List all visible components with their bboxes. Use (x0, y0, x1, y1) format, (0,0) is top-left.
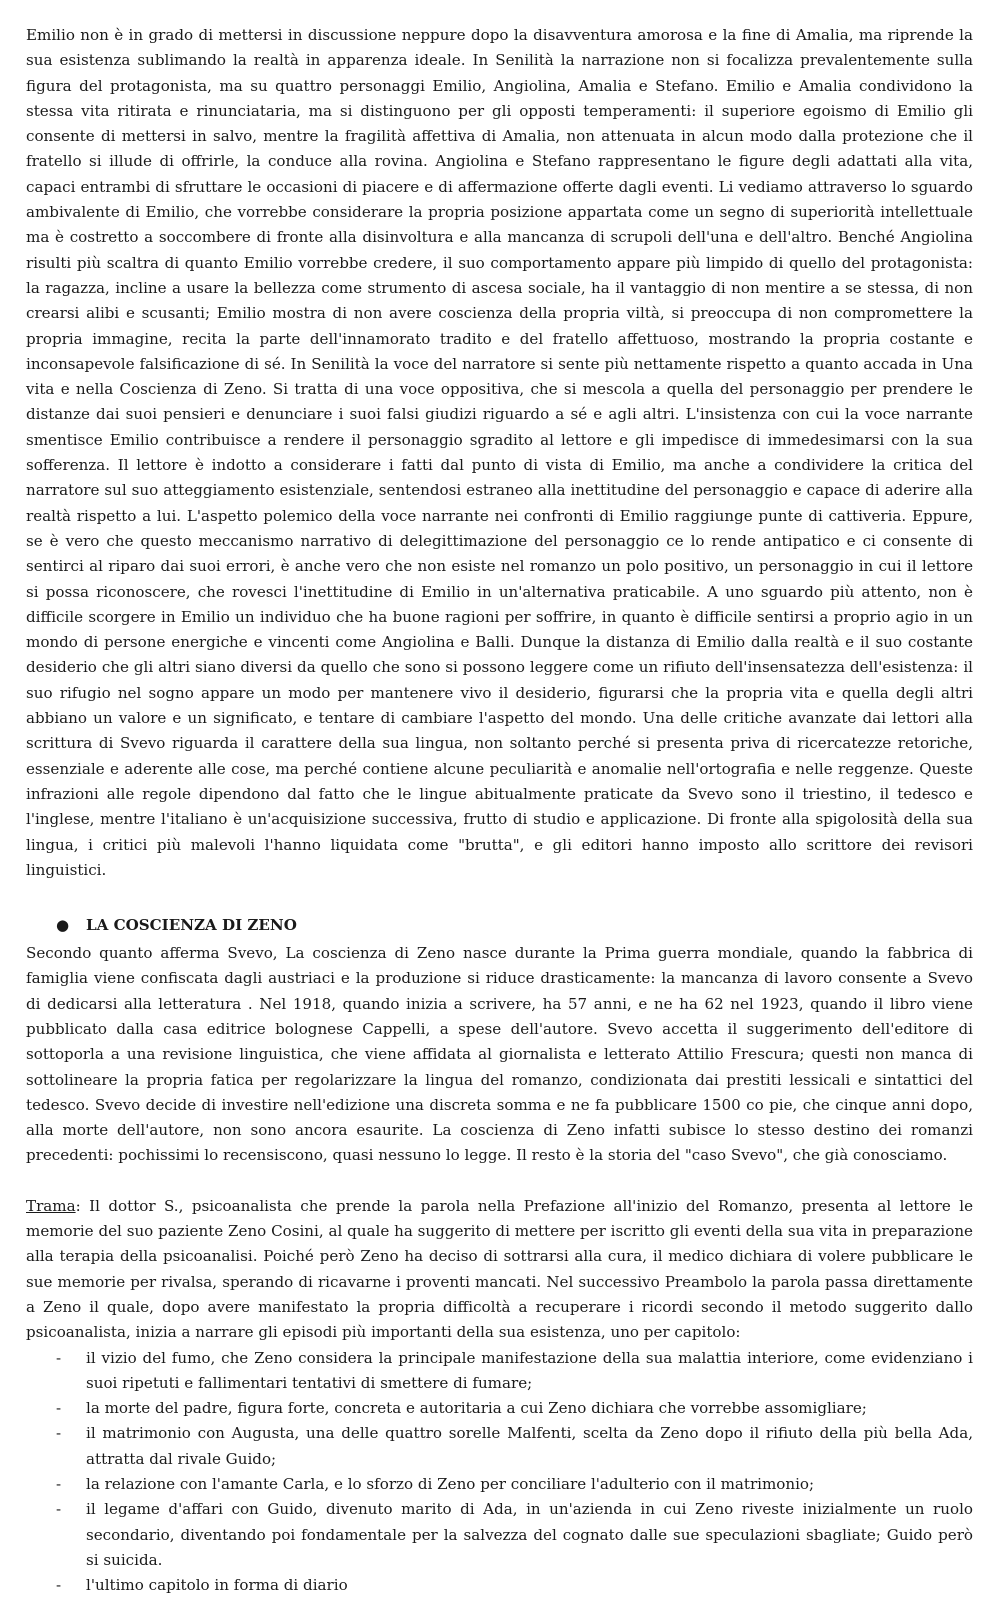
list-item (26, 1346, 973, 1397)
trama-separator: : (75, 1196, 81, 1215)
section-paragraph: Secondo quanto afferma Svevo, La coscienza di Zeno nasce durante la Prima guerra mondiale, quando la fabbrica di famiglia viene confiscata dagli austriaci e la produzione si riduce drasticamente: la mancanza di lavoro consente a Svevo di dedicarsi alla letteratura . Nel 1918, quando inizia a scrivere, ha 57 anni, e ne ha 62 nel 1923, quando il libro viene pubblicato dalla casa editrice bolognese Cappelli, a spese dell'autore. Svevo accetta il suggerimento dell'editore di sottoporla a una revisione linguistica, che viene affidata al giornalista e letterato Attilio Frescura; questi non manca di sottolineare la propria fatica per regolarizzare la lingua del romanzo, condizionata dai prestiti lessicali e sintattici del tedesco. Svevo decide di investire nell'edizione una discreta somma e ne fa pubblicare 1500 co pie, che cinque anni dopo, alla morte dell'autore, non sono ancora esaurite. La coscienza di Zeno infatti subisce lo stesso destino dei romanzi precedenti: pochissimi lo recensiscono, quasi nessuno lo legge. Il resto è la storia del "caso Svevo", che già conosciamo. (26, 944, 973, 1165)
list-item-text: l'ultimo capitolo in forma di diario (86, 1576, 348, 1595)
bullet-icon: ● (56, 916, 70, 935)
dash-icon: - (56, 1475, 62, 1494)
intro-paragraph: Emilio non è in grado di mettersi in discussione neppure dopo la disavventura amorosa e la fine di Amalia, ma riprende la sua esistenza sublimando la realtà in apparenza ideale. In Senilità la narrazione non si focalizza prevalentemente sulla figura del protagonista, ma su quattro personaggi Emilio, Angiolina, Amalia e Stefano. Emilio e Amalia condividono la stessa vita ritirata e rinunciataria, ma si distinguono per gli opposti temperamenti: il superiore egoismo di Emilio gli consente di mettersi in salvo, mentre la fragilità affettiva di Amalia, non attenuata in alcun modo dalla protezione che il fratello si illude di offrirle, la conduce alla rovina. Angiolina e Stefano rappresentano le figure degli adattati alla vita, capaci entrambi di sfruttare le occasioni di piacere e di affermazione offerte dagli eventi. Li vediamo attraverso lo sguardo ambivalente di Emilio, che vorrebbe considerare la propria posizione appartata come un segno di superiorità intellettuale ma è costretto a soccombere di fronte alla disinvoltura e alla mancanza di scrupoli dell'una e dell'altro. Benché Angiolina risulti più scaltra di quanto Emilio vorrebbe credere, il suo comportamento appare più limpido di quello del protagonista: la ragazza, incline a usare la bellezza come strumento di ascesa sociale, ha il vantaggio di non mentire a se stessa, di non crearsi alibi e scusanti; Emilio mostra di non avere coscienza della propria viltà, si preoccupa di non compromettere la propria immagine, recita la parte dell'innamorato tradito e del fratello affettuoso, mostrando la propria costante e inconsapevole falsificazione di sé. In Senilità la voce del narratore si sente più nettamente rispetto a quanto accada in Una vita e nella Coscienza di Zeno. Si tratta di una voce oppositiva, che si mescola a quella del personaggio per prendere le distanze dai suoi pensieri e denunciare i suoi falsi giudizi riguardo a sé e agli altri. L'insistenza con cui la voce narrante smentisce Emilio contribuisce a rendere il personaggio sgradito al lettore e gli impedisce di immedesimarsi con la sua sofferenza. Il lettore è indotto a considerare i fatti dal punto di vista di Emilio, ma anche a condividere la critica del narratore sul suo atteggiamento esistenziale, sentendosi estraneo alla inettitudine del personaggio e capace di aderire alla realtà rispetto a lui. L'aspetto polemico della voce narrante nei confronti di Emilio raggiunge punte di cattiveria. Eppure, se è vero che questo meccanismo narrativo di delegittimazione del personaggio ce lo rende antipatico e ci consente di sentirci al riparo dai suoi errori, è anche vero che non esiste nel romanzo un polo positivo, un personaggio in cui il lettore si possa riconoscere, che rovesci l'inettitudine di Emilio in un'alternativa praticabile. A uno sguardo più attento, non è difficile scorgere in Emilio un individuo che ha buone ragioni per soffrire, in quanto è difficile sentirsi a proprio agio in un mondo di persone energiche e vincenti come Angiolina e Balli. Dunque la distanza di Emilio dalla realtà e il suo costante desiderio che gli altri siano diversi da quello che sono si possono leggere come un rifiuto dell'insensatezza dell'esistenza: il suo rifugio nel sogno appare un modo per mantenere vivo il desiderio, figurarsi che la propria vita e quella degli altri abbiano un valore e un significato, e tentare di cambiare l'aspetto del mondo. Una delle critiche avanzate dai lettori alla scrittura di Svevo riguarda il carattere della sua lingua, non soltanto perché si presenta priva di ricercatezze retoriche, essenziale e aderente alle cose, ma perché contiene alcune peculiarità e anomalie nell'ortografia e nelle reggenze. Queste infrazioni alle regole dipendono dal fatto che le lingue abitualmente praticate da Svevo sono il triestino, il tedesco e l'inglese, mentre l'italiano è un'acquisizione successiva, frutto di studio e applicazione. Di fronte alla spigolosità della sua lingua, i critici più malevoli l'hanno liquidata come "brutta", e gli editori hanno imposto allo scrittore dei revisori linguistici. (26, 26, 973, 879)
section-heading (26, 911, 973, 941)
document-page (26, 23, 973, 1599)
list-item (26, 1396, 973, 1421)
spacer (26, 883, 973, 908)
dash-icon: - (56, 1424, 62, 1443)
list-item-text: la relazione con l'amante Carla, e lo sforzo di Zeno per conciliare l'adulterio con il matrimonio; (86, 1475, 815, 1494)
list-item-text: la morte del padre, figura forte, concreta e autoritaria a cui Zeno dichiara che vorrebbe assomigliare; (86, 1399, 867, 1418)
dash-icon: - (56, 1500, 62, 1519)
dash-icon: - (56, 1348, 62, 1367)
list-item-text: il vizio del fumo, che Zeno considera la principale manifestazione della sua malattia interiore, come evidenziano i suoi ripetuti e fallimentari tentativi di smettere di fumare; (86, 1348, 973, 1392)
list-item (26, 1573, 973, 1598)
list-item-text: il matrimonio con Augusta, una delle quattro sorelle Malfenti, scelta da Zeno dopo il rifiuto della più bella Ada, attratta dal rivale Guido; (86, 1424, 973, 1468)
dash-icon: - (56, 1399, 62, 1418)
dash-icon: - (56, 1576, 62, 1595)
section-title: LA COSCIENZA DI ZENO (86, 916, 297, 935)
chapter-list (26, 1346, 973, 1599)
list-item (26, 1497, 973, 1573)
trama-text: Il dottor S., psicoanalista che prende la parola nella Prefazione all'inizio del Romanzo, presenta al lettore le memorie del suo paziente Zeno Cosini, al quale ha suggerito di mettere per iscritto gli eventi della sua vita in preparazione alla terapia della psicoanalisi. Poiché però Zeno ha deciso di sottrarsi alla cura, il medico dichiara di volere pubblicare le sue memorie per rivalsa, sperando di ricavarne i proventi mancati. Nel successivo Preambolo la parola passa direttamente a Zeno il quale, dopo avere manifestato la propria difficoltà a recuperare i ricordi secondo il metodo suggerito dallo psicoanalista, inizia a narrare gli episodi più importanti della sua esistenza, uno per capitolo: (26, 1196, 973, 1342)
spacer (26, 1169, 973, 1194)
list-item-text: il legame d'affari con Guido, divenuto marito di Ada, in un'azienda in cui Zeno riveste inizialmente un ruolo secondario, diventando poi fondamentale per la salvezza del cognato dalle sue speculazioni sbagliate; Guido però si suicida. (86, 1500, 973, 1569)
list-item (26, 1472, 973, 1497)
trama-label: Trama (26, 1196, 76, 1215)
trama-paragraph (26, 1194, 973, 1346)
list-item (26, 1421, 973, 1472)
